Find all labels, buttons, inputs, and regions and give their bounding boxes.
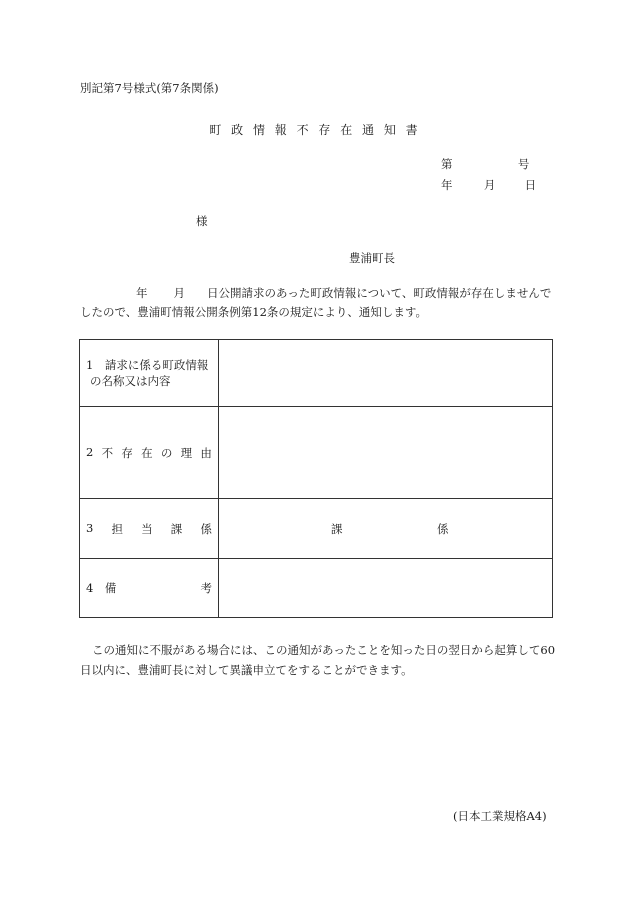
label-char: 由 bbox=[200, 445, 212, 460]
label-char: 存 bbox=[121, 445, 133, 460]
label-char: 当 bbox=[141, 521, 153, 536]
label-char: 理 bbox=[180, 445, 193, 460]
body-text: 日公開請求のあった町政情報について、町政情報が存在しませんでしたので、豊浦町情報公開条例第12条の規定により、通知します。 bbox=[80, 286, 552, 319]
responsible-section-label bbox=[80, 499, 219, 559]
section-kakari: 係 bbox=[437, 521, 449, 536]
document-title: 町 政 情 報 不 存 在 通 知 書 bbox=[209, 123, 421, 137]
requested-info-label-line2: の名称又は内容 bbox=[90, 374, 171, 388]
label-char: 考 bbox=[200, 581, 212, 595]
table-row bbox=[80, 407, 553, 499]
date-year: 年 bbox=[441, 178, 453, 192]
label-char: 在 bbox=[141, 445, 153, 460]
label-char: 課 bbox=[170, 521, 183, 536]
body-paragraph bbox=[80, 284, 560, 322]
requested-info-label bbox=[80, 340, 219, 407]
table-row bbox=[80, 499, 553, 559]
label-char: 担 bbox=[111, 521, 123, 536]
nonexistence-reason-label bbox=[80, 407, 219, 499]
section-ka: 課 bbox=[331, 521, 343, 536]
requested-info-value[interactable] bbox=[219, 340, 553, 407]
sender-name: 豊浦町長 bbox=[349, 251, 395, 265]
number-dai: 第 bbox=[441, 157, 453, 171]
nonexistence-reason-value[interactable] bbox=[219, 407, 553, 499]
remarks-label bbox=[80, 559, 219, 618]
responsible-section-value[interactable] bbox=[219, 499, 553, 559]
label-char: の bbox=[160, 445, 173, 460]
label-char: 不 bbox=[101, 445, 114, 460]
number-go: 号 bbox=[517, 157, 530, 171]
appeal-notice-text: この通知に不服がある場合には、この通知があったことを知った日の翌日から起算して60日以内に、豊浦町長に対して異議申立てをすることができます。 bbox=[80, 643, 556, 677]
requested-info-label-line1: 1 請求に係る町政情報 bbox=[86, 358, 209, 372]
document-number-line bbox=[441, 156, 529, 172]
notice-table bbox=[79, 339, 553, 618]
table-row bbox=[80, 340, 553, 407]
paper-standard-footer: (日本工業規格A4) bbox=[453, 809, 547, 823]
addressee-suffix: 様 bbox=[196, 214, 208, 228]
row-number: 2 bbox=[86, 444, 94, 459]
appeal-notice bbox=[80, 640, 560, 680]
form-reference: 別記第7号様式(第7条関係) bbox=[80, 81, 219, 95]
row-number: 4 備 bbox=[86, 581, 117, 595]
label-char: 係 bbox=[200, 521, 212, 536]
body-year: 年 bbox=[136, 286, 148, 300]
table-row bbox=[80, 559, 553, 618]
remarks-value[interactable] bbox=[219, 559, 553, 618]
date-day: 日 bbox=[524, 178, 537, 192]
date-line bbox=[441, 177, 536, 193]
date-month: 月 bbox=[483, 178, 496, 192]
body-month: 月 bbox=[173, 286, 185, 300]
row-number: 3 bbox=[86, 520, 94, 535]
